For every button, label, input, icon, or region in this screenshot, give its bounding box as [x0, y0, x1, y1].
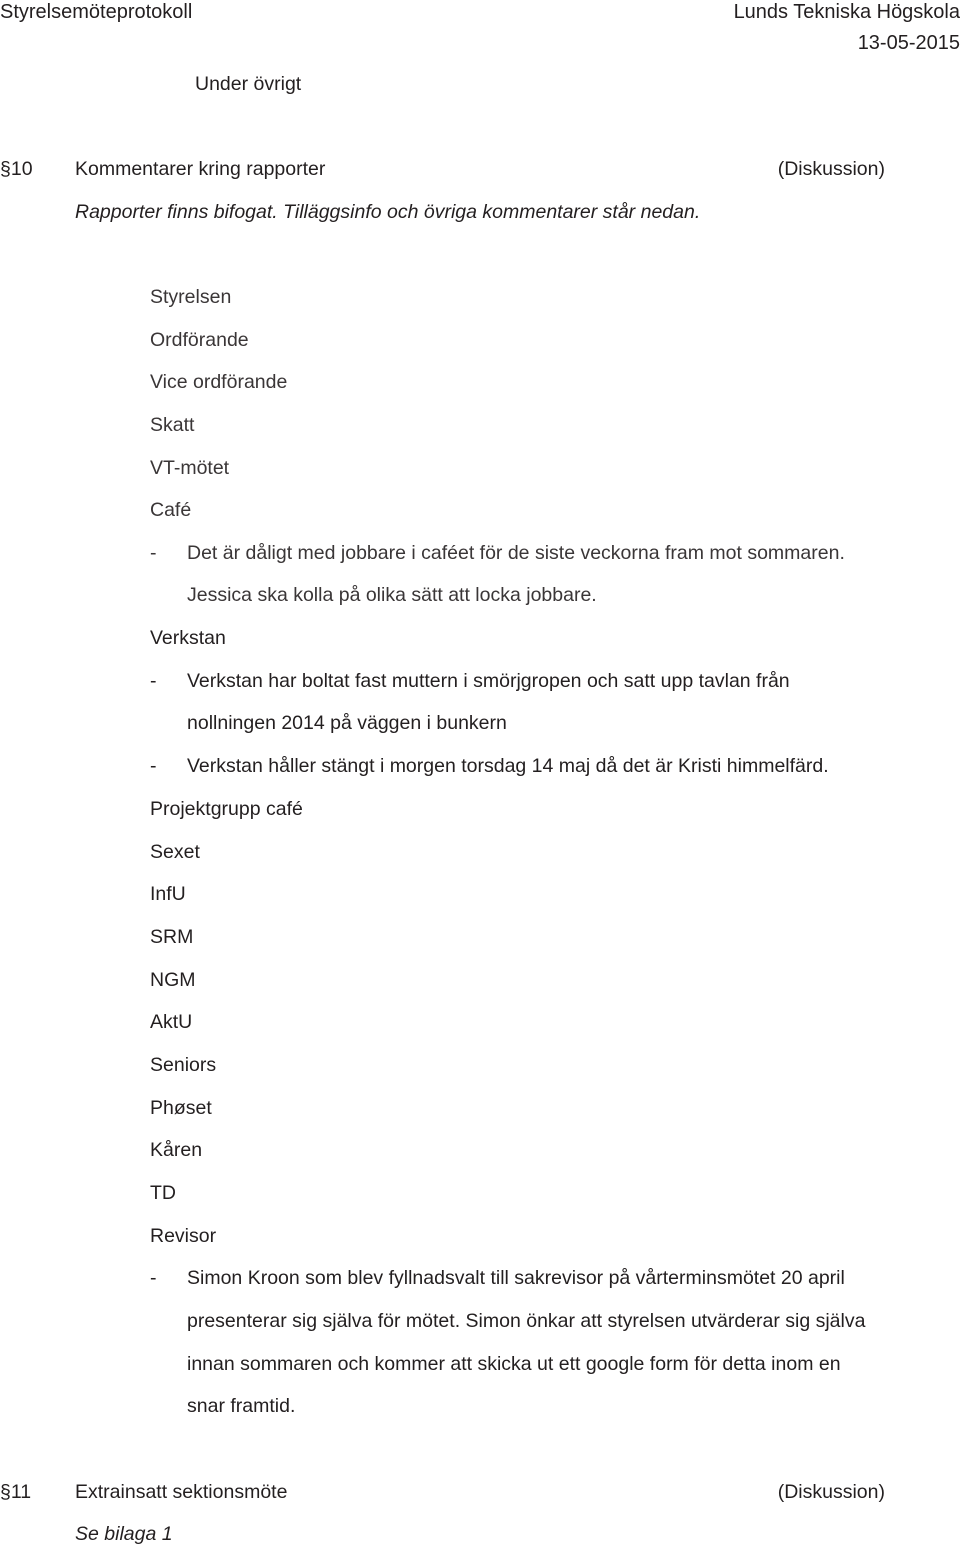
- preamble-text: Under övrigt: [195, 73, 302, 95]
- report-revisor: Revisor: [150, 1225, 217, 1247]
- bullet-marker: -: [150, 670, 157, 692]
- report-vice-ordforande: Vice ordförande: [150, 371, 288, 393]
- section-number: §10: [0, 158, 33, 180]
- section-title: Kommentarer kring rapporter: [75, 158, 326, 180]
- verkstan-comment-line: Verkstan håller stängt i morgen torsdag 14 maj då det är Kristi himmelfärd.: [187, 755, 829, 777]
- section-number: §11: [0, 1481, 32, 1503]
- section-type: (Diskussion): [777, 1481, 885, 1503]
- document-date: 13-05-2015: [857, 32, 960, 54]
- organization-name: Lunds Tekniska Högskola: [733, 1, 960, 23]
- cafe-comment-line: Jessica ska kolla på olika sätt att locka jobbare.: [187, 584, 597, 606]
- section-title: Extrainsatt sektionsmöte: [75, 1481, 288, 1503]
- report-td: TD: [150, 1182, 176, 1204]
- bullet-marker: -: [150, 755, 157, 777]
- report-cafe: Café: [150, 499, 192, 521]
- document-title: Styrelsemöteprotokoll: [0, 1, 193, 23]
- report-phoset: Phøset: [150, 1097, 212, 1119]
- bullet-marker: -: [150, 1267, 157, 1289]
- verkstan-comment-line: Verkstan har boltat fast muttern i smörjgropen och satt upp tavlan från: [187, 670, 790, 692]
- report-karen: Kåren: [150, 1139, 203, 1161]
- report-srm: SRM: [150, 926, 194, 948]
- report-seniors: Seniors: [150, 1054, 217, 1076]
- report-infu: InfU: [150, 883, 186, 905]
- section-type: (Diskussion): [777, 158, 885, 180]
- report-styrelsen: Styrelsen: [150, 286, 232, 308]
- report-projektgrupp-cafe: Projektgrupp café: [150, 798, 303, 820]
- cafe-comment-line: Det är dåligt med jobbare i caféet för de siste veckorna fram mot sommaren.: [187, 542, 845, 564]
- report-aktu: AktU: [150, 1011, 193, 1033]
- section-note: Rapporter finns bifogat. Tilläggsinfo och övriga kommentarer står nedan.: [75, 201, 701, 223]
- revisor-comment-line: presenterar sig själva för mötet. Simon önkar att styrelsen utvärderar sig själva: [187, 1310, 866, 1332]
- report-sexet: Sexet: [150, 841, 200, 863]
- report-ordforande: Ordförande: [150, 329, 249, 351]
- section-note: Se bilaga 1: [75, 1523, 173, 1545]
- revisor-comment-line: Simon Kroon som blev fyllnadsvalt till sakrevisor på vårterminsmötet 20 april: [187, 1267, 845, 1289]
- report-verkstan: Verkstan: [150, 627, 226, 649]
- revisor-comment-line: snar framtid.: [187, 1395, 296, 1417]
- report-skatt: Skatt: [150, 414, 195, 436]
- verkstan-comment-line: nollningen 2014 på väggen i bunkern: [187, 712, 507, 734]
- report-ngm: NGM: [150, 969, 196, 991]
- bullet-marker: -: [150, 542, 157, 564]
- revisor-comment-line: innan sommaren och kommer att skicka ut ett google form för detta inom en: [187, 1353, 841, 1375]
- report-vt-motet: VT-mötet: [150, 457, 230, 479]
